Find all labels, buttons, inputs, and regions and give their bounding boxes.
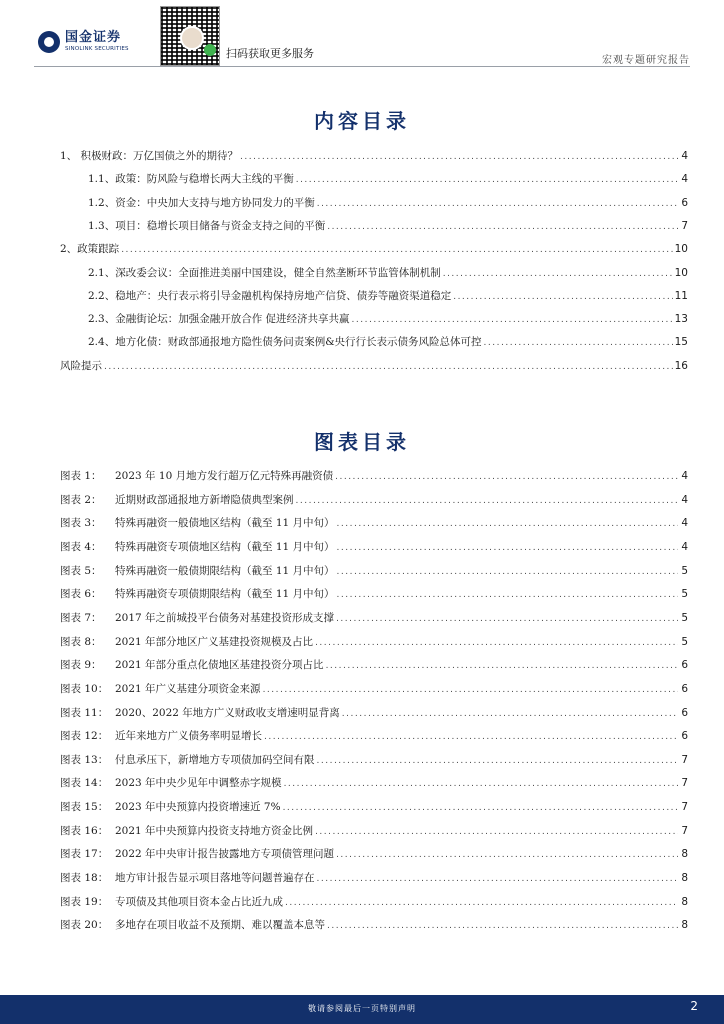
figure-entry-title: 特殊再融资专项债地区结构（截至 11 月中旬） bbox=[115, 540, 335, 553]
leader-dots bbox=[296, 495, 679, 508]
contents-entry-page: 11 bbox=[674, 289, 688, 302]
header-divider bbox=[34, 66, 690, 67]
figure-entry-page: 6 bbox=[681, 730, 688, 743]
figure-entry-title: 2023 年中央预算内投资增速近 7% bbox=[115, 801, 281, 814]
figure-entry-page: 4 bbox=[681, 517, 688, 530]
figure-entry-page: 7 bbox=[681, 777, 688, 790]
leader-dots bbox=[337, 566, 678, 579]
figure-entry-page: 6 bbox=[681, 682, 688, 695]
figure-entry-label: 图表 18： bbox=[60, 872, 109, 885]
page-header bbox=[0, 0, 724, 68]
figure-entry-title: 2020、2022 年地方广义财政收支增速明显背离 bbox=[115, 706, 340, 719]
contents-entry[interactable] bbox=[60, 243, 688, 257]
logo-name-cn: 国金证券 bbox=[65, 30, 122, 45]
figure-entry-page: 7 bbox=[681, 824, 688, 837]
figure-entry-label: 图表 9： bbox=[60, 659, 102, 672]
figure-entry-label: 图表 1： bbox=[60, 470, 102, 482]
figure-entry-label: 图表 12： bbox=[60, 730, 109, 743]
figure-entry-label: 图表 3： bbox=[60, 517, 102, 530]
contents-entry-page: 16 bbox=[674, 359, 688, 372]
figure-entry-label: 图表 8： bbox=[60, 635, 102, 648]
leader-dots bbox=[336, 849, 678, 862]
footer-disclaimer: 敬请参阅最后一页特别声明 bbox=[308, 1004, 416, 1013]
contents-title: 内容目录 bbox=[314, 109, 410, 133]
figure-entry-title: 地方审计报告显示项目落地等问题普遍存在 bbox=[115, 872, 315, 885]
figure-entry-title: 近期财政部通报地方新增隐债典型案例 bbox=[115, 493, 294, 506]
figure-entry[interactable] bbox=[60, 801, 688, 815]
figure-entry[interactable] bbox=[60, 612, 688, 626]
figure-entry-title: 2023 年中央少见年中调整赤字规模 bbox=[115, 777, 282, 790]
logo-name-en: SINOLINK SECURITIES bbox=[65, 46, 129, 52]
leader-dots bbox=[283, 802, 678, 815]
figure-entry-page: 6 bbox=[681, 659, 688, 672]
figure-entry-label: 图表 6： bbox=[60, 588, 102, 601]
report-type: 宏观专题研究报告 bbox=[602, 55, 690, 66]
figure-entry-title: 多地存在项目收益不及预期、难以覆盖本息等 bbox=[115, 919, 325, 932]
leader-dots bbox=[453, 291, 672, 304]
figure-entry[interactable] bbox=[60, 872, 688, 886]
contents-entry-page: 4 bbox=[681, 173, 688, 186]
figure-entry[interactable] bbox=[60, 636, 688, 650]
leader-dots bbox=[484, 337, 673, 350]
logo-icon bbox=[38, 31, 60, 53]
figure-entry-page: 4 bbox=[681, 493, 688, 506]
figure-entry-page: 5 bbox=[681, 611, 688, 624]
leader-dots bbox=[240, 151, 678, 164]
figure-entry-label: 图表 7： bbox=[60, 611, 102, 624]
leader-dots bbox=[315, 826, 678, 839]
figure-entry-title: 2021 年中央预算内投资支持地方资金比例 bbox=[115, 824, 314, 837]
leader-dots bbox=[443, 268, 673, 281]
figure-entry[interactable] bbox=[60, 517, 688, 531]
contents-entry-page: 7 bbox=[681, 219, 688, 232]
leader-dots bbox=[337, 542, 678, 555]
contents-entry-page: 10 bbox=[674, 266, 688, 279]
figure-entry-page: 5 bbox=[681, 588, 688, 601]
leader-dots bbox=[337, 518, 678, 531]
contents-entry-page: 6 bbox=[681, 196, 688, 209]
figure-entry-title: 2022 年中央审计报告披露地方专项债管理问题 bbox=[115, 848, 335, 861]
figure-entry-label: 图表 17： bbox=[60, 848, 109, 861]
figure-entry-page: 8 bbox=[681, 919, 688, 932]
figure-entry[interactable] bbox=[60, 565, 688, 579]
contents-entry-title: 2.3、金融街论坛：加强金融开放合作 促进经济共享共赢 bbox=[88, 313, 350, 326]
contents-entry[interactable] bbox=[88, 197, 688, 211]
contents-entry-page: 13 bbox=[674, 313, 688, 326]
figure-entry-title: 2021 年部分重点化债地区基建投资分项占比 bbox=[115, 659, 324, 672]
contents-entry[interactable] bbox=[88, 267, 688, 281]
figure-entry-title: 特殊再融资专项债期限结构（截至 11 月中旬） bbox=[115, 588, 335, 601]
contents-entry[interactable] bbox=[88, 173, 688, 187]
figure-entry-label: 图表 13： bbox=[60, 753, 109, 766]
leader-dots bbox=[285, 897, 678, 910]
figure-entry-label: 图表 5： bbox=[60, 564, 102, 577]
leader-dots bbox=[327, 221, 678, 234]
contents-entry[interactable] bbox=[88, 290, 688, 304]
figure-entry-page: 8 bbox=[681, 895, 688, 908]
figure-entry-label: 图表 11： bbox=[60, 706, 109, 719]
figure-entry-label: 图表 4： bbox=[60, 540, 102, 553]
figure-entry-page: 6 bbox=[681, 706, 688, 719]
leader-dots bbox=[284, 778, 678, 791]
figure-entry-label: 图表 10： bbox=[60, 682, 109, 695]
leader-dots bbox=[336, 613, 678, 626]
contents-entry-page: 10 bbox=[674, 243, 688, 256]
figure-entry-page: 5 bbox=[681, 564, 688, 577]
figure-entry[interactable] bbox=[60, 777, 688, 791]
leader-dots bbox=[327, 920, 678, 933]
contents-entry-title: 2.4、地方化债：财政部通报地方隐性债务问责案例&央行行长表示债务风险总体可控 bbox=[88, 336, 482, 349]
company-logo bbox=[38, 30, 129, 53]
figure-entry[interactable] bbox=[60, 754, 688, 768]
leader-dots bbox=[104, 361, 673, 374]
contents-entry-title: 1.1、政策：防风险与稳增长两大主线的平衡 bbox=[88, 173, 294, 186]
leader-dots bbox=[264, 731, 678, 744]
figure-entry-page: 5 bbox=[681, 635, 688, 648]
figure-entry[interactable] bbox=[60, 659, 688, 673]
figure-entry-title: 专项债及其他项目资本金占比近九成 bbox=[115, 895, 283, 908]
contents-entry-page: 4 bbox=[681, 150, 688, 162]
figure-entry[interactable] bbox=[60, 541, 688, 555]
leader-dots bbox=[326, 660, 678, 673]
figure-entry-page: 7 bbox=[681, 801, 688, 814]
figure-entry[interactable] bbox=[60, 730, 688, 744]
figure-entry[interactable] bbox=[60, 683, 688, 697]
leader-dots bbox=[263, 684, 678, 697]
contents-entry[interactable] bbox=[60, 150, 688, 164]
figure-entry-label: 图表 16： bbox=[60, 824, 109, 837]
figure-entry[interactable] bbox=[60, 494, 688, 508]
figure-entry[interactable] bbox=[60, 919, 688, 933]
figure-entry-title: 2017 年之前城投平台债务对基建投资形成支撑 bbox=[115, 611, 335, 624]
contents-entry[interactable] bbox=[88, 313, 688, 327]
leader-dots bbox=[315, 637, 678, 650]
leader-dots bbox=[335, 471, 678, 484]
figure-entry[interactable] bbox=[60, 707, 688, 721]
figure-entry[interactable] bbox=[60, 470, 688, 484]
contents-entry[interactable] bbox=[88, 336, 688, 350]
figure-entry-title: 2021 年广义基建分项资金来源 bbox=[115, 682, 261, 695]
figure-entry[interactable] bbox=[60, 825, 688, 839]
contents-entry-page: 15 bbox=[674, 336, 688, 349]
leader-dots bbox=[296, 174, 678, 187]
contents-entry-title: 风险提示 bbox=[60, 359, 102, 372]
figure-entry-page: 8 bbox=[681, 872, 688, 885]
figure-entry-label: 图表 20： bbox=[60, 919, 109, 932]
contents-entry-title: 2.2、稳地产：央行表示将引导金融机构保持房地产信贷、债券等融资渠道稳定 bbox=[88, 289, 452, 302]
contents-entry-title: 1.2、资金：中央加大支持与地方协同发力的平衡 bbox=[88, 196, 315, 209]
figure-entry-title: 特殊再融资一般债地区结构（截至 11 月中旬） bbox=[115, 517, 335, 530]
contents-entry-title: 1.3、项目：稳增长项目储备与资金支持之间的平衡 bbox=[88, 219, 326, 232]
leader-dots bbox=[342, 708, 678, 721]
qr-label: 扫码获取更多服务 bbox=[226, 47, 314, 60]
leader-dots bbox=[317, 755, 679, 768]
figure-entry-title: 近年来地方广义债务率明显增长 bbox=[115, 730, 262, 743]
figure-entry-page: 4 bbox=[681, 470, 688, 482]
figure-entry-page: 7 bbox=[681, 753, 688, 766]
figure-entry-page: 8 bbox=[681, 848, 688, 861]
figure-entry-label: 图表 14： bbox=[60, 777, 109, 790]
figure-entry-label: 图表 2： bbox=[60, 493, 102, 506]
leader-dots bbox=[337, 589, 678, 602]
figure-entry-label: 图表 19： bbox=[60, 895, 109, 908]
leader-dots bbox=[317, 198, 678, 211]
figure-entry-title: 付息承压下，新增地方专项债加码空间有限 bbox=[115, 753, 315, 766]
qr-code-icon[interactable] bbox=[160, 6, 220, 66]
figure-entry-title: 特殊再融资一般债期限结构（截至 11 月中旬） bbox=[115, 564, 335, 577]
figure-entry-title: 2021 年部分地区广义基建投资规模及占比 bbox=[115, 635, 314, 648]
leader-dots bbox=[121, 244, 672, 257]
contents-entry-title: 2、政策跟踪 bbox=[60, 243, 120, 256]
page-number: 2 bbox=[690, 999, 698, 1013]
figures-title: 图表目录 bbox=[314, 430, 410, 454]
figure-entry-label: 图表 15： bbox=[60, 801, 109, 814]
figure-entry-page: 4 bbox=[681, 540, 688, 553]
figure-entry[interactable] bbox=[60, 848, 688, 862]
contents-entry[interactable] bbox=[88, 220, 688, 234]
contents-entry[interactable] bbox=[60, 360, 688, 374]
figure-entry[interactable] bbox=[60, 896, 688, 910]
wechat-icon bbox=[204, 44, 216, 56]
figure-entry-title: 2023 年 10 月地方发行超万亿元特殊再融资债 bbox=[115, 470, 334, 482]
leader-dots bbox=[352, 314, 673, 327]
contents-entry-title: 1、 积极财政：万亿国债之外的期待？ bbox=[60, 150, 239, 162]
leader-dots bbox=[317, 873, 679, 886]
figure-entry[interactable] bbox=[60, 588, 688, 602]
contents-entry-title: 2.1、深改委会议：全面推进美丽中国建设，健全自然垄断环节监管体制机制 bbox=[88, 266, 441, 279]
